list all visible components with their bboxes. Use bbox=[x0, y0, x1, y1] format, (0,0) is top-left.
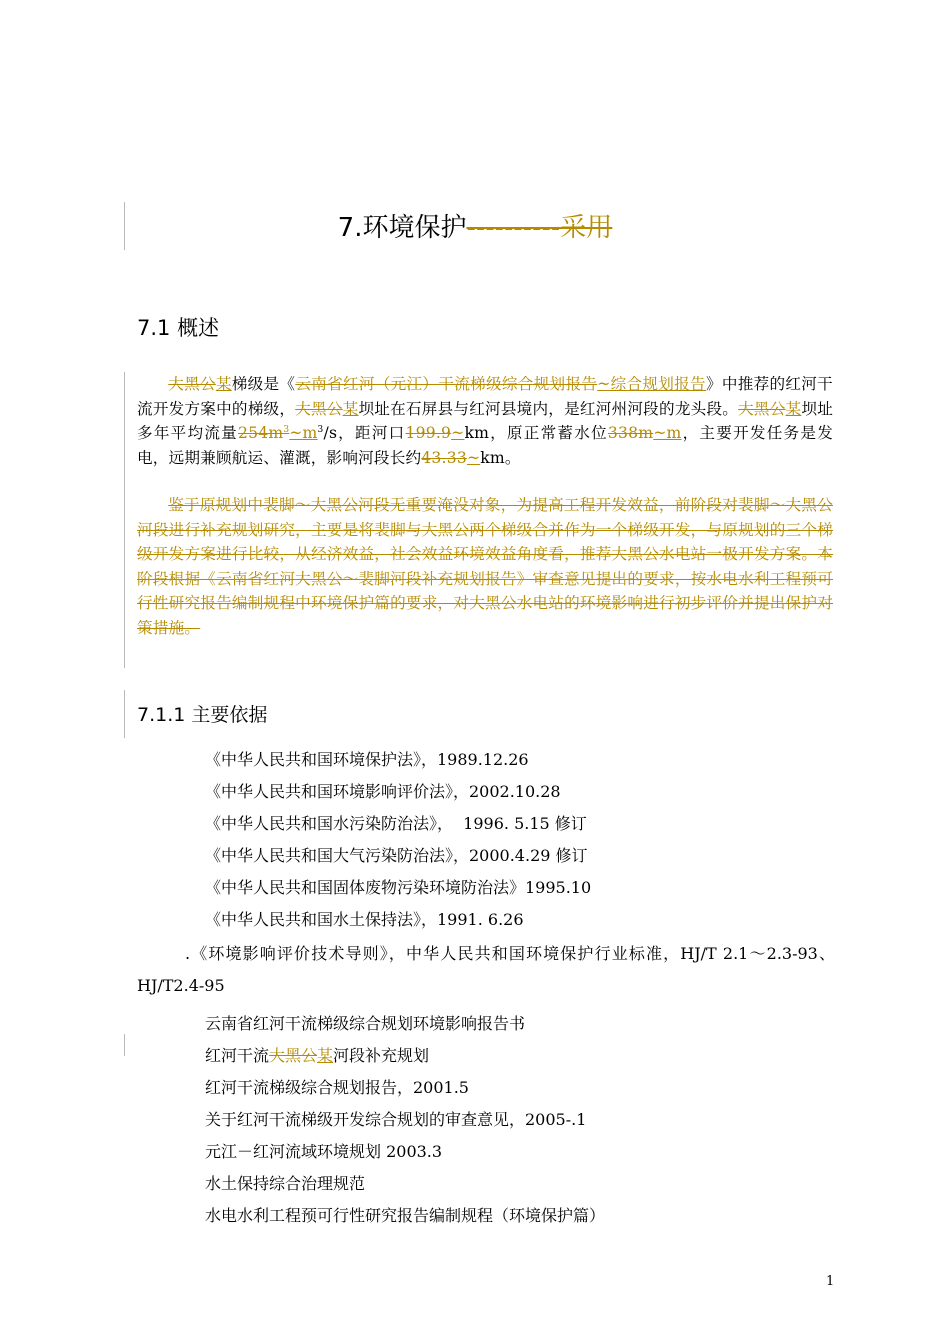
overview-paragraph bbox=[137, 372, 833, 470]
deleted-paragraph: 鉴于原规划中裴脚～大黑公河段无重要淹没对象，为提高工程开发效益，前阶段对裴脚～大黑公河段进行补充规划研究，主要是将裴脚与大黑公两个梯级合并作为一个梯级开发，与原规划的三个梯级开发方案进行比较，从经济效益，社会效益环境效益角度看，推荐大黑公水电站一极开发方案。本阶段根据《云南省红河大黑公～裴脚河段补充规划报告》审查意见提出的要求，按水电水利工程预可行性研究报告编制规程中环境保护篇的要求，对大黑公水电站的环境影响进行初步评价并提出保护对策措施。 bbox=[137, 496, 833, 637]
reference-text: 《中华人民共和国水污染防治法》， 1996. 5.15 修订 bbox=[205, 814, 587, 833]
inserted-text: ~综合规划报告 bbox=[597, 375, 706, 393]
inserted-text: ~m bbox=[653, 424, 682, 442]
list-item bbox=[0, 1200, 950, 1232]
list-item bbox=[0, 744, 950, 776]
deleted-text: 199.9 bbox=[405, 424, 452, 442]
chapter-title bbox=[0, 208, 950, 248]
deleted-flow-value: 254m bbox=[237, 424, 284, 442]
deleted-text: 大黑公 bbox=[168, 375, 216, 393]
inserted-flow-unit: ~m bbox=[289, 424, 318, 442]
list-item bbox=[0, 776, 950, 808]
reference-text: 水土保持综合治理规范 bbox=[205, 1174, 366, 1193]
list-item bbox=[0, 840, 950, 872]
deleted-text: 大黑公 bbox=[269, 1046, 318, 1065]
reference-text: 河段补充规划 bbox=[333, 1046, 430, 1065]
reference-list bbox=[0, 744, 950, 1232]
body-text: 坝址多年平均流量 bbox=[137, 399, 833, 442]
inserted-text: ~ bbox=[466, 448, 481, 467]
superscript: 3 bbox=[283, 424, 290, 435]
reference-text: 红河干流 bbox=[205, 1046, 270, 1065]
list-item bbox=[0, 1104, 950, 1136]
inserted-text: 某 bbox=[785, 399, 802, 418]
list-item bbox=[0, 938, 950, 1002]
deleted-text: 大黑公 bbox=[738, 399, 786, 418]
reference-text: 《中华人民共和国大气污染防治法》，2000.4.29 修订 bbox=[205, 846, 588, 865]
change-bar bbox=[124, 690, 125, 738]
reference-text: 水电水利工程预可行性研究报告编制规程（环境保护篇） bbox=[205, 1206, 606, 1225]
body-text: 坝址在石屏县与红河县境内，是红河州河段的龙头段。 bbox=[358, 399, 739, 418]
chapter-title-deleted: ----------采用 bbox=[466, 213, 613, 243]
body-text: ，主要开发任务是发电，远期兼顾航运、灌溉，影响河段长约 bbox=[137, 424, 834, 467]
reference-text: 《中华人民共和国环境影响评价法》，2002.10.28 bbox=[205, 782, 561, 801]
section-number: 7.1 bbox=[137, 316, 171, 340]
section-heading bbox=[137, 312, 219, 344]
reference-text: 关于红河干流梯级开发综合规划的审查意见，2005-.1 bbox=[205, 1110, 587, 1129]
reference-text: .《环境影响评价技术导则》，中华人民共和国环境保护行业标准，HJ/T 2.1～2.3-93、HJ/T2.4-95 bbox=[137, 944, 835, 995]
body-text: /s，距河口 bbox=[323, 424, 406, 442]
body-text: km，原正常蓄水位 bbox=[464, 424, 608, 442]
inserted-text: 某 bbox=[215, 375, 232, 393]
list-item bbox=[0, 872, 950, 904]
inserted-text: ~ bbox=[451, 424, 465, 442]
subsection-heading bbox=[137, 700, 267, 730]
deleted-text: 338m bbox=[607, 424, 654, 442]
body-text: km。 bbox=[480, 448, 521, 467]
list-item bbox=[0, 1072, 950, 1104]
deleted-text: 大黑公 bbox=[295, 399, 343, 418]
reference-text: 《中华人民共和国水土保持法》，1991. 6.26 bbox=[205, 910, 524, 929]
change-bar bbox=[124, 372, 125, 668]
page-number: 1 bbox=[826, 1274, 835, 1289]
inserted-text bbox=[289, 424, 317, 442]
list-item bbox=[0, 808, 950, 840]
list-item bbox=[0, 1040, 950, 1072]
list-item bbox=[0, 1168, 950, 1200]
deleted-text bbox=[238, 424, 289, 442]
subsection-title: 主要依据 bbox=[191, 704, 268, 726]
superscript: 3 bbox=[317, 424, 324, 435]
inserted-text: 某 bbox=[317, 1046, 334, 1065]
subsection-number: 7.1.1 bbox=[137, 704, 186, 726]
body-text: 》中推荐的红河干流开发方案中的梯级， bbox=[137, 375, 833, 418]
body-text: 梯级是《 bbox=[231, 375, 296, 393]
reference-text: 红河干流梯级综合规划报告，2001.5 bbox=[205, 1078, 469, 1097]
reference-text: 元江－红河流域环境规划 2003.3 bbox=[205, 1142, 443, 1161]
list-item bbox=[0, 1136, 950, 1168]
reference-text: 《中华人民共和国固体废物污染环境防治法》1995.10 bbox=[205, 878, 592, 897]
list-item bbox=[0, 1008, 950, 1040]
deleted-text: 43.33 bbox=[421, 448, 467, 467]
reference-text: 云南省红河干流梯级综合规划环境影响报告书 bbox=[205, 1014, 526, 1033]
deleted-text: 云南省红河（元江）干流梯级综合规划报告 bbox=[295, 375, 598, 393]
reference-text: 《中华人民共和国环境保护法》，1989.12.26 bbox=[205, 750, 529, 769]
section-title: 概述 bbox=[177, 316, 220, 340]
chapter-title-text: 7.环境保护 bbox=[337, 213, 467, 243]
list-item bbox=[0, 904, 950, 936]
inserted-text: 某 bbox=[342, 399, 359, 418]
